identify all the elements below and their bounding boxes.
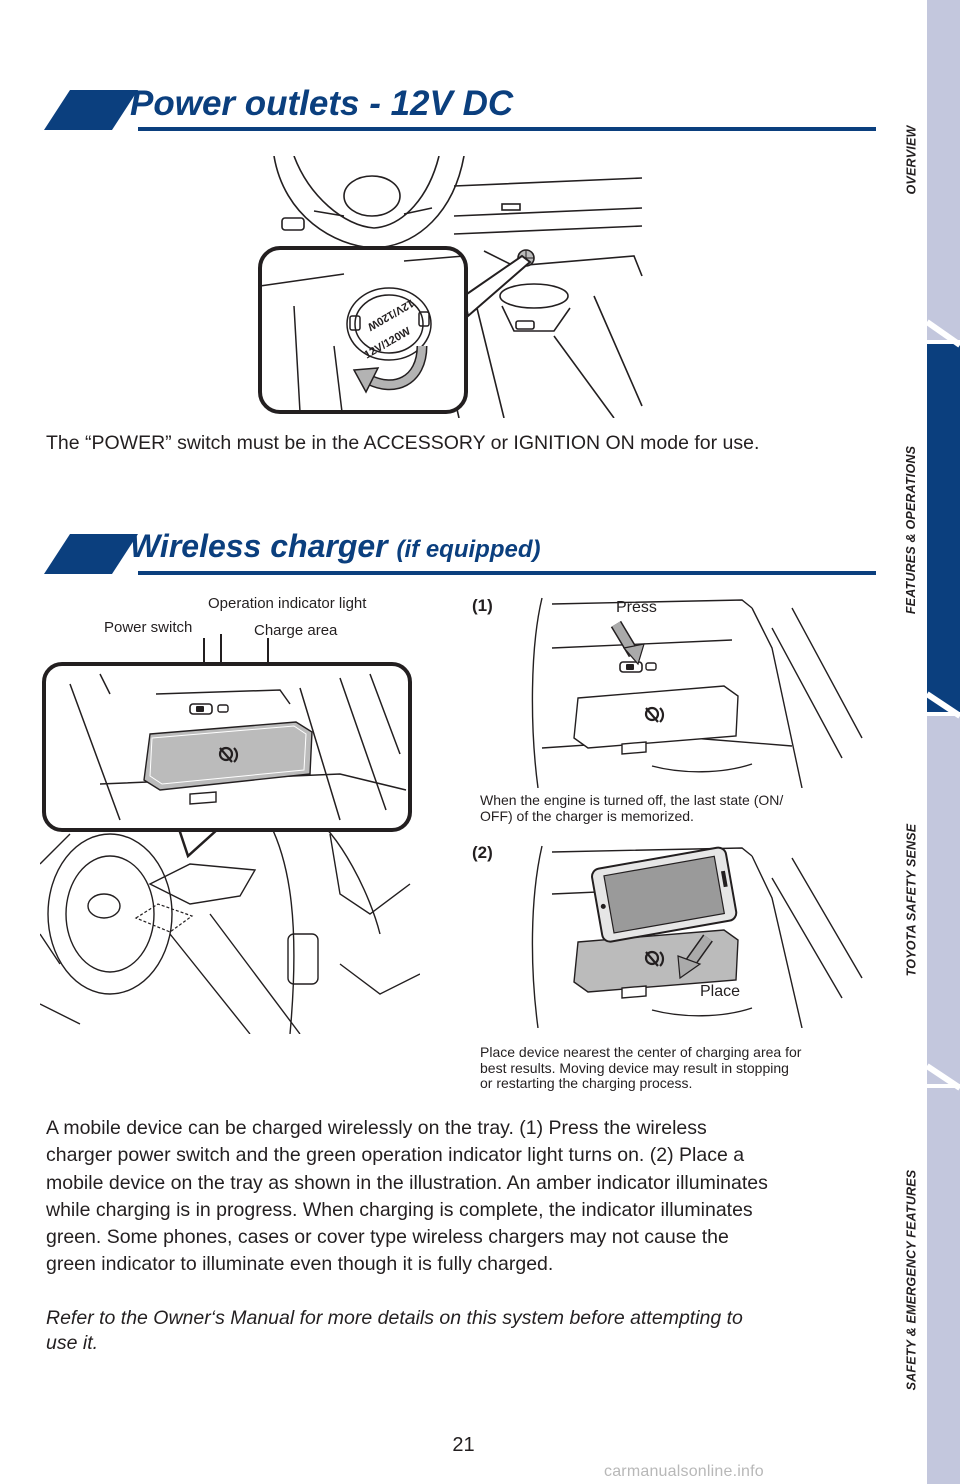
paragraph-line: mobile device on the tray as shown in the illustration. An amber indicator illuminates: [46, 1171, 768, 1194]
header-accent-shape: [44, 534, 138, 574]
wireless-charger-header: [44, 528, 876, 580]
callout-power-switch: Power switch: [104, 619, 193, 636]
paragraph-line: green indicator to illuminate even though it is fully charged.: [46, 1253, 554, 1276]
tab-chevrons: [927, 0, 960, 1484]
step-2-caption: [480, 1045, 890, 1092]
wireless-description: [46, 1115, 906, 1279]
note-line: use it.: [46, 1332, 99, 1354]
socket-label-bottom: 12V/120W: [362, 325, 413, 362]
caption-line: Place device nearest the center of charging area for: [480, 1044, 802, 1060]
callout-charge-area: Charge area: [254, 622, 338, 639]
caption-line: or restarting the charging process.: [480, 1075, 693, 1091]
step-1-illustration: [512, 588, 872, 788]
tab-label-toyota-safety-sense: TOYOTA SAFETY SENSE: [904, 823, 919, 977]
paragraph-line: while charging is in progress. When charging is complete, the indicator illuminates: [46, 1198, 753, 1221]
step-1-number: (1): [472, 596, 493, 615]
wireless-charger-overview-illustration: [40, 634, 420, 1034]
step-2-number: (2): [472, 843, 493, 862]
header-rule: [138, 127, 876, 131]
tab-label-overview: OVERVIEW: [904, 125, 919, 195]
paragraph-line: A mobile device can be charged wirelessly on the tray. (1) Press the wireless: [46, 1117, 707, 1139]
caption-line: best results. Moving device may result in stopping: [480, 1059, 789, 1076]
note-line: Refer to the Owner‘s Manual for more details on this system before attempting to: [46, 1307, 743, 1329]
caption-line: OFF) of the charger is memorized.: [480, 807, 694, 824]
tab-label-features-operations: FEATURES & OPERATIONS: [904, 445, 918, 615]
owners-manual-note: [46, 1306, 906, 1356]
socket-label-top: 12V/120W: [365, 296, 416, 333]
header-accent-shape: [44, 90, 138, 130]
header-rule: [138, 571, 876, 575]
page-number: 21: [452, 1434, 475, 1456]
step-2-illustration: [512, 838, 872, 1028]
paragraph-line: green. Some phones, cases or cover type wireless chargers may not cause the: [46, 1226, 729, 1249]
paragraph-line: charger power switch and the green operation indicator light turns on. (2) Place a: [46, 1144, 745, 1167]
step-1-caption: [480, 793, 880, 824]
tab-label-safety-emergency: SAFETY & EMERGENCY FEATURES: [904, 1169, 918, 1391]
wireless-title-suffix: (if equipped): [396, 536, 541, 563]
callout-operation-indicator: Operation indicator light: [208, 595, 367, 612]
power-outlet-illustration: [254, 156, 644, 418]
power-note: The “POWER” switch must be in the ACCESSORY or IGNITION ON mode for use.: [46, 432, 760, 454]
section-title: Power outlets - 12V DC: [130, 84, 514, 123]
power-outlets-header: [44, 84, 876, 136]
wireless-title: Wireless charger: [130, 528, 388, 564]
callout-press: Press: [616, 599, 657, 616]
caption-line: When the engine is turned off, the last state (ON/: [480, 792, 784, 808]
section-title: [130, 528, 541, 565]
watermark: carmanualsonline.info: [604, 1463, 764, 1480]
callout-place: Place: [700, 983, 741, 1000]
